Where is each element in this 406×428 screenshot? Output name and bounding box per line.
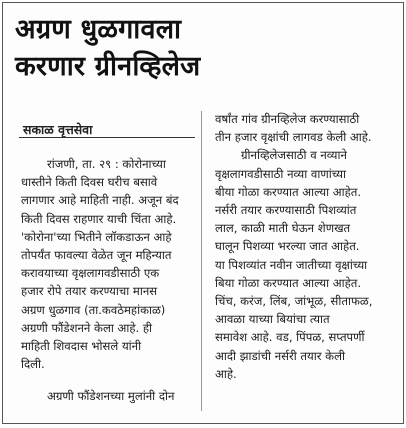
byline: सकाळ वृत्तसेवा: [23, 122, 93, 137]
left-column-line: 'कोरोना'च्या भितीने लॉकडाऊन आहे: [21, 229, 172, 244]
right-column-line: ग्रीनव्हिलेजसाठी व नव्याने: [241, 148, 347, 163]
headline-line-1: अग्रण धुळगावला: [15, 14, 182, 45]
left-column-line: तोपर्यंत फावल्या वेळेत जून महिन्यात: [21, 248, 172, 263]
right-column-line: तीन हजार वृक्षांची लागवड केली आहे.: [215, 130, 372, 145]
column-divider: [201, 111, 202, 411]
right-column-line: वृक्षलागवडीसाठी नव्या वाणांच्या: [215, 166, 347, 181]
right-column: [215, 110, 372, 383]
right-column-line: आवळा याच्या बियांचा त्यात: [215, 312, 330, 327]
right-column-line: आहे.: [215, 366, 237, 381]
right-column-line: वर्षांत गांव ग्रीनव्हिलेज करण्यासाठी: [215, 112, 360, 126]
byline-rule: [19, 137, 195, 138]
left-column-line: अग्रणी फौंडेशनने केला आहे. ही: [21, 320, 153, 335]
right-column-line: चिंच, करंज, लिंब, जांभूळ, सीताफळ,: [215, 294, 373, 309]
left-column-line: अग्रणी फौंडेशनच्या मुलांनी दोन: [47, 389, 175, 404]
right-column-line: नर्सरी तयार करण्यासाठी पिशव्यांत: [215, 203, 357, 218]
left-column-line: लागणार आहे माहिती नाही. अजून बंद: [21, 193, 179, 208]
right-column-line: लाल, काळी माती घेऊन शेणखत: [215, 221, 351, 236]
right-column-line: घालून पिशव्या भरल्या जात आहेत.: [215, 239, 360, 254]
left-column-line: किती दिवस राहणार याची चिंता आहे.: [21, 211, 177, 226]
right-column-line: या पिशव्यांत नवीन जातीच्या वृक्षांच्या: [215, 257, 368, 272]
right-column-line: आदी झाडांची नर्सरी तयार केली: [215, 348, 345, 363]
headline-line-2: करणार ग्रीनव्हिलेज: [15, 51, 201, 82]
left-column-line: धास्तीने किती दिवस घरीच बसावे: [21, 175, 158, 190]
right-column-line: समावेश आहे. वड, पिंपळ, सप्तपर्णी: [215, 330, 365, 345]
left-column: [21, 155, 179, 406]
left-column-line: माहिती शिवदास भोसले यांनी: [21, 339, 142, 354]
left-column-line: दिली.: [21, 357, 45, 372]
newspaper-clipping: [2, 2, 404, 424]
left-column-spacer: [21, 373, 179, 387]
right-column-line: बिया गोळा करण्यात आल्या आहेत.: [215, 275, 362, 290]
left-column-line: करावयाच्या वृक्षलागवडीसाठी एक: [21, 266, 160, 281]
right-column-line: बीया गोळा करण्यात आल्या आहेत.: [215, 184, 362, 199]
headline: [15, 11, 395, 85]
left-column-line: रांजणी, ता. २९ : कोरोनाच्या: [47, 157, 166, 171]
left-column-line: हजार रोपे तयार करण्याचा मानस: [21, 284, 158, 299]
left-column-line: अग्रण धुळगाव (ता.कवठेमहांकाळ): [21, 302, 166, 317]
